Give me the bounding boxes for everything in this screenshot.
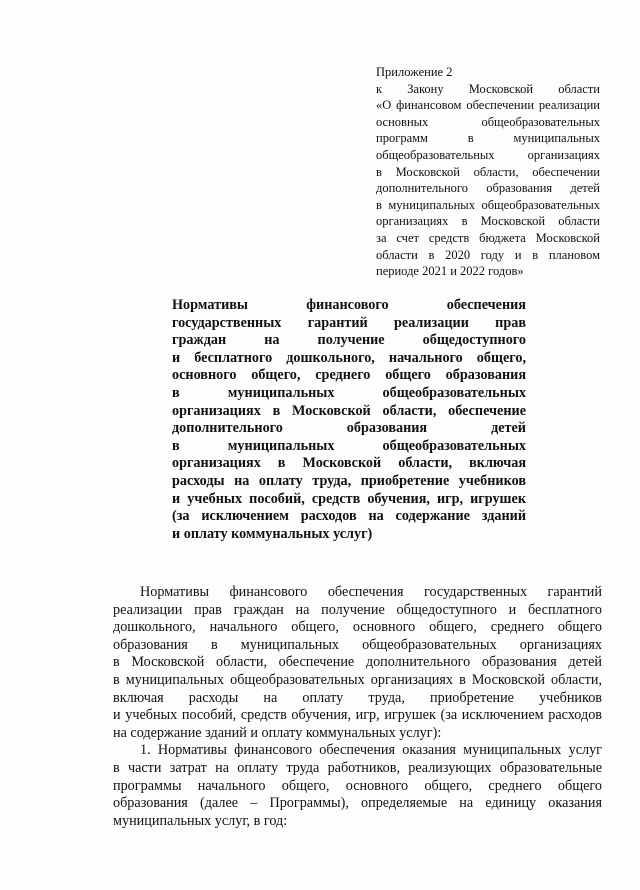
annex-line: за счет средств бюджета Московской <box>376 230 600 245</box>
title-line: государственных гарантий реализации прав <box>172 314 526 331</box>
body-line: реализации прав граждан на получение общедоступного и бесплатного <box>113 601 602 618</box>
title-line: организациях в Московской области, обеспечение <box>172 402 526 419</box>
body-line: муниципальных услуг, в год: <box>113 812 288 829</box>
body-line: образования (далее – Программы), определяемые на единицу оказания <box>113 795 602 812</box>
body-line: на содержание зданий и оплату коммунальных услуг): <box>113 724 442 741</box>
document-title <box>172 297 526 543</box>
annex-line: организациях в Московской области <box>376 214 600 229</box>
annex-line: области в 2020 году и в плановом <box>376 247 600 262</box>
annex-line: программ в муниципальных <box>376 131 600 146</box>
title-line: основного общего, среднего общего образования <box>172 367 526 384</box>
annex-line: в Московской области, обеспечении <box>376 164 600 179</box>
title-line: дополнительного образования детей <box>172 420 526 437</box>
title-line: и оплату коммунальных услуг) <box>172 525 373 542</box>
title-line: и учебных пособий, средств обучения, игр, игрушек <box>172 490 526 507</box>
title-line: расходы на оплату труда, приобретение учебников <box>172 472 526 489</box>
title-line: (за исключением расходов на содержание зданий <box>172 508 526 525</box>
body-line: включая расходы на оплату труда, приобретение учебников <box>113 689 602 706</box>
body-line: в части затрат на оплату труда работников, реализующих образовательные <box>113 759 602 776</box>
title-line: и бесплатного дошкольного, начального общего, <box>172 349 526 366</box>
annex-line: периоде 2021 и 2022 годов» <box>376 264 524 279</box>
title-line: Нормативы финансового обеспечения <box>172 297 526 313</box>
body-line: 1. Нормативы финансового обеспечения оказания муниципальных услуг <box>140 742 602 759</box>
annex-line: Приложение 2 <box>376 65 453 79</box>
annex-line: «О финансовом обеспечении реализации <box>376 98 600 113</box>
body-line: дошкольного, начального общего, основного общего, среднего общего <box>113 619 602 636</box>
body-text <box>113 584 602 830</box>
title-line: в муниципальных общеобразовательных <box>172 437 526 454</box>
body-line: в муниципальных общеобразовательных организациях в Московской области, <box>113 671 602 688</box>
body-line: Нормативы финансового обеспечения государственных гарантий <box>140 584 602 600</box>
annex-line: основных общеобразовательных <box>376 114 600 129</box>
annex-line: в муниципальных общеобразовательных <box>376 197 600 212</box>
title-line: граждан на получение общедоступного <box>172 332 526 349</box>
body-line: образования в муниципальных общеобразовательных организациях <box>113 636 602 653</box>
annex-line: дополнительного образования детей <box>376 181 600 196</box>
title-line: организациях в Московской области, включая <box>172 455 526 472</box>
body-line: и учебных пособий, средств обучения, игр, игрушек (за исключением расходов <box>113 707 602 724</box>
annex-line: общеобразовательных организациях <box>376 147 600 162</box>
body-line: программы начального общего, основного общего, среднего общего <box>113 777 602 794</box>
title-line: в муниципальных общеобразовательных <box>172 384 526 401</box>
annex-line: к Закону Московской области <box>376 81 600 96</box>
annex-header <box>376 64 600 280</box>
body-line: в Московской области, обеспечение дополнительного образования детей <box>113 654 602 671</box>
